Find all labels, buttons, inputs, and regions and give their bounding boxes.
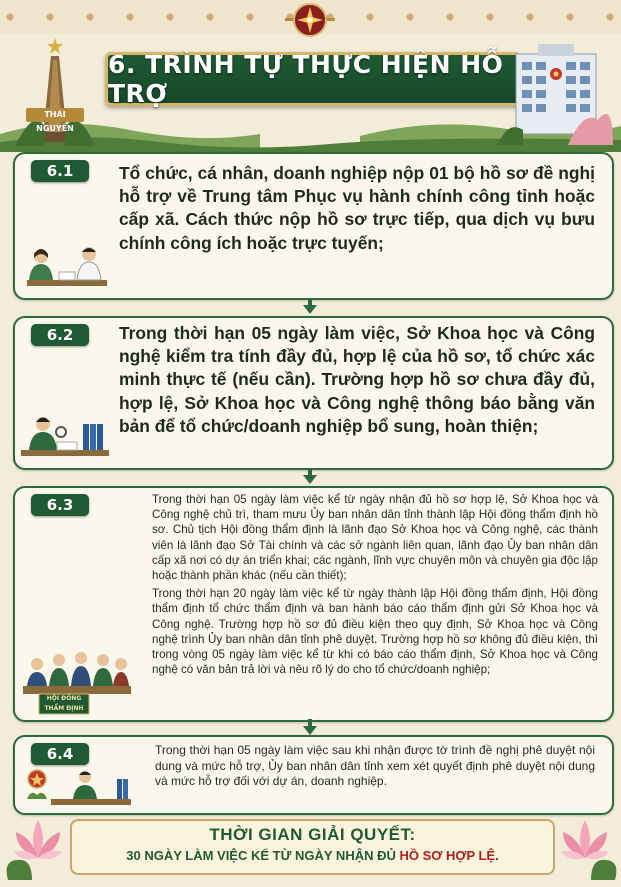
medallion-emblem-icon (285, 2, 335, 38)
step-paragraph: Tổ chức, cá nhân, doanh nghiệp nộp 01 bộ hồ sơ đề nghị hỗ trợ về Trung tâm Phục vụ hành chính công tỉnh hoặc cấp xã. Cách thức nộp hồ sơ trực tiếp, qua dịch vụ bưu chính công ích hoặc trực tuyến; (119, 163, 595, 253)
footer-subtitle-main: 30 NGÀY LÀM VIỆC KỂ TỪ NGÀY NHẬN ĐỦ (126, 848, 400, 863)
footer-subtitle-end: . (495, 848, 499, 863)
footer-subtitle-highlight: HỒ SƠ HỢP LỆ (399, 848, 496, 863)
page-title: 6. TRÌNH TỰ THỰC HIỆN HỖ TRỢ (108, 50, 504, 108)
step-text (155, 743, 595, 790)
lotus-flower-icon (549, 810, 621, 880)
step-paragraph: Trong thời hạn 05 ngày làm việc kể từ ngày nhận đủ hồ sơ hợp lệ, Sở Khoa học và Công nghệ chủ trì, tham mưu Ủy ban nhân dân tỉnh thành lập Hội đồng thẩm định hồ sơ. Chủ tịch Hội đồng thẩm định là lãnh đạo Sở Khoa học và Công nghệ, các thành viên là lãnh đạo Sở Tài chính và các sở ngành liên quan, lãnh đạo Ủy ban nhân dân cấp xã nơi có dự án triển khai; các ngành, lĩnh vực chuyên môn và chuyên gia độc lập hoặc thành phần khác (nếu cần thiết); (152, 493, 598, 583)
title-banner (105, 52, 521, 106)
processing-time-footer (70, 819, 555, 875)
step-number-badge: 6.1 (31, 160, 89, 182)
step-text (119, 162, 595, 255)
step-text (119, 322, 595, 438)
step-card-6-4 (13, 735, 614, 815)
step-text (152, 492, 598, 680)
step-number-badge: 6.4 (31, 743, 89, 765)
step-paragraph: Trong thời hạn 20 ngày làm việc kể từ ngày thành lập Hội đồng thẩm định, Hội đồng thẩm định tổ chức thẩm định và ban hành báo cáo thẩm định gửi Sở Khoa học và Công nghệ. Trường hợp hồ sơ đủ điều kiện theo quy định, Sở Khoa học và Công nghệ trình Ủy ban nhân dân tỉnh phê duyệt. Trường hợp hồ sơ không đủ điều kiện, thì trong vòng 05 ngày làm việc kể từ khi có báo cáo thẩm định, Sở Khoa học và Công nghệ có văn bản trả lời và nêu rõ lý do cho tổ chức/doanh nghiệp; (152, 587, 598, 677)
step-card-6-1 (13, 152, 614, 300)
down-arrow-icon (303, 468, 317, 484)
landmark-label: THÁI NGUYÊN (26, 108, 84, 122)
consultation-illustration (19, 240, 114, 300)
lotus-flower-icon (2, 810, 74, 880)
step-paragraph: Trong thời hạn 05 ngày làm việc, Sở Khoa học và Công nghệ kiểm tra tính đầy đủ, hợp lệ của hồ sơ, tổ chức xác minh thực tế (nếu cần). Trường hợp hồ sơ chưa đầy đủ, hợp lệ, Sở Khoa học và Công nghệ thông báo bằng văn bản để tổ chức/doanh nghiệp bổ sung, hoàn thiện; (119, 323, 595, 436)
header (0, 0, 621, 150)
document-review-illustration (17, 410, 112, 468)
footer-title: THỜI GIAN GIẢI QUYẾT: (209, 825, 416, 844)
council-sign (39, 694, 89, 714)
footer-subtitle (72, 848, 553, 863)
step-number-badge: 6.2 (31, 324, 89, 346)
government-building-icon (498, 40, 613, 145)
official-approval-illustration (21, 765, 141, 811)
step-card-6-3 (13, 486, 614, 722)
step-card-6-2 (13, 316, 614, 470)
step-paragraph: Trong thời hạn 05 ngày làm việc sau khi nhận được tờ trình đề nghị phê duyệt nội dung và mức hỗ trợ, Ủy ban nhân dân tỉnh xem xét quyết định phê duyệt nội dung và mức hỗ trợ đối với dự án, doanh nghiệp. (155, 743, 595, 789)
down-arrow-icon (303, 719, 317, 735)
council-sign-label: HỘI ĐỒNG THẨM ĐỊNH (44, 695, 84, 712)
down-arrow-icon (303, 298, 317, 314)
step-number-badge: 6.3 (31, 494, 89, 516)
